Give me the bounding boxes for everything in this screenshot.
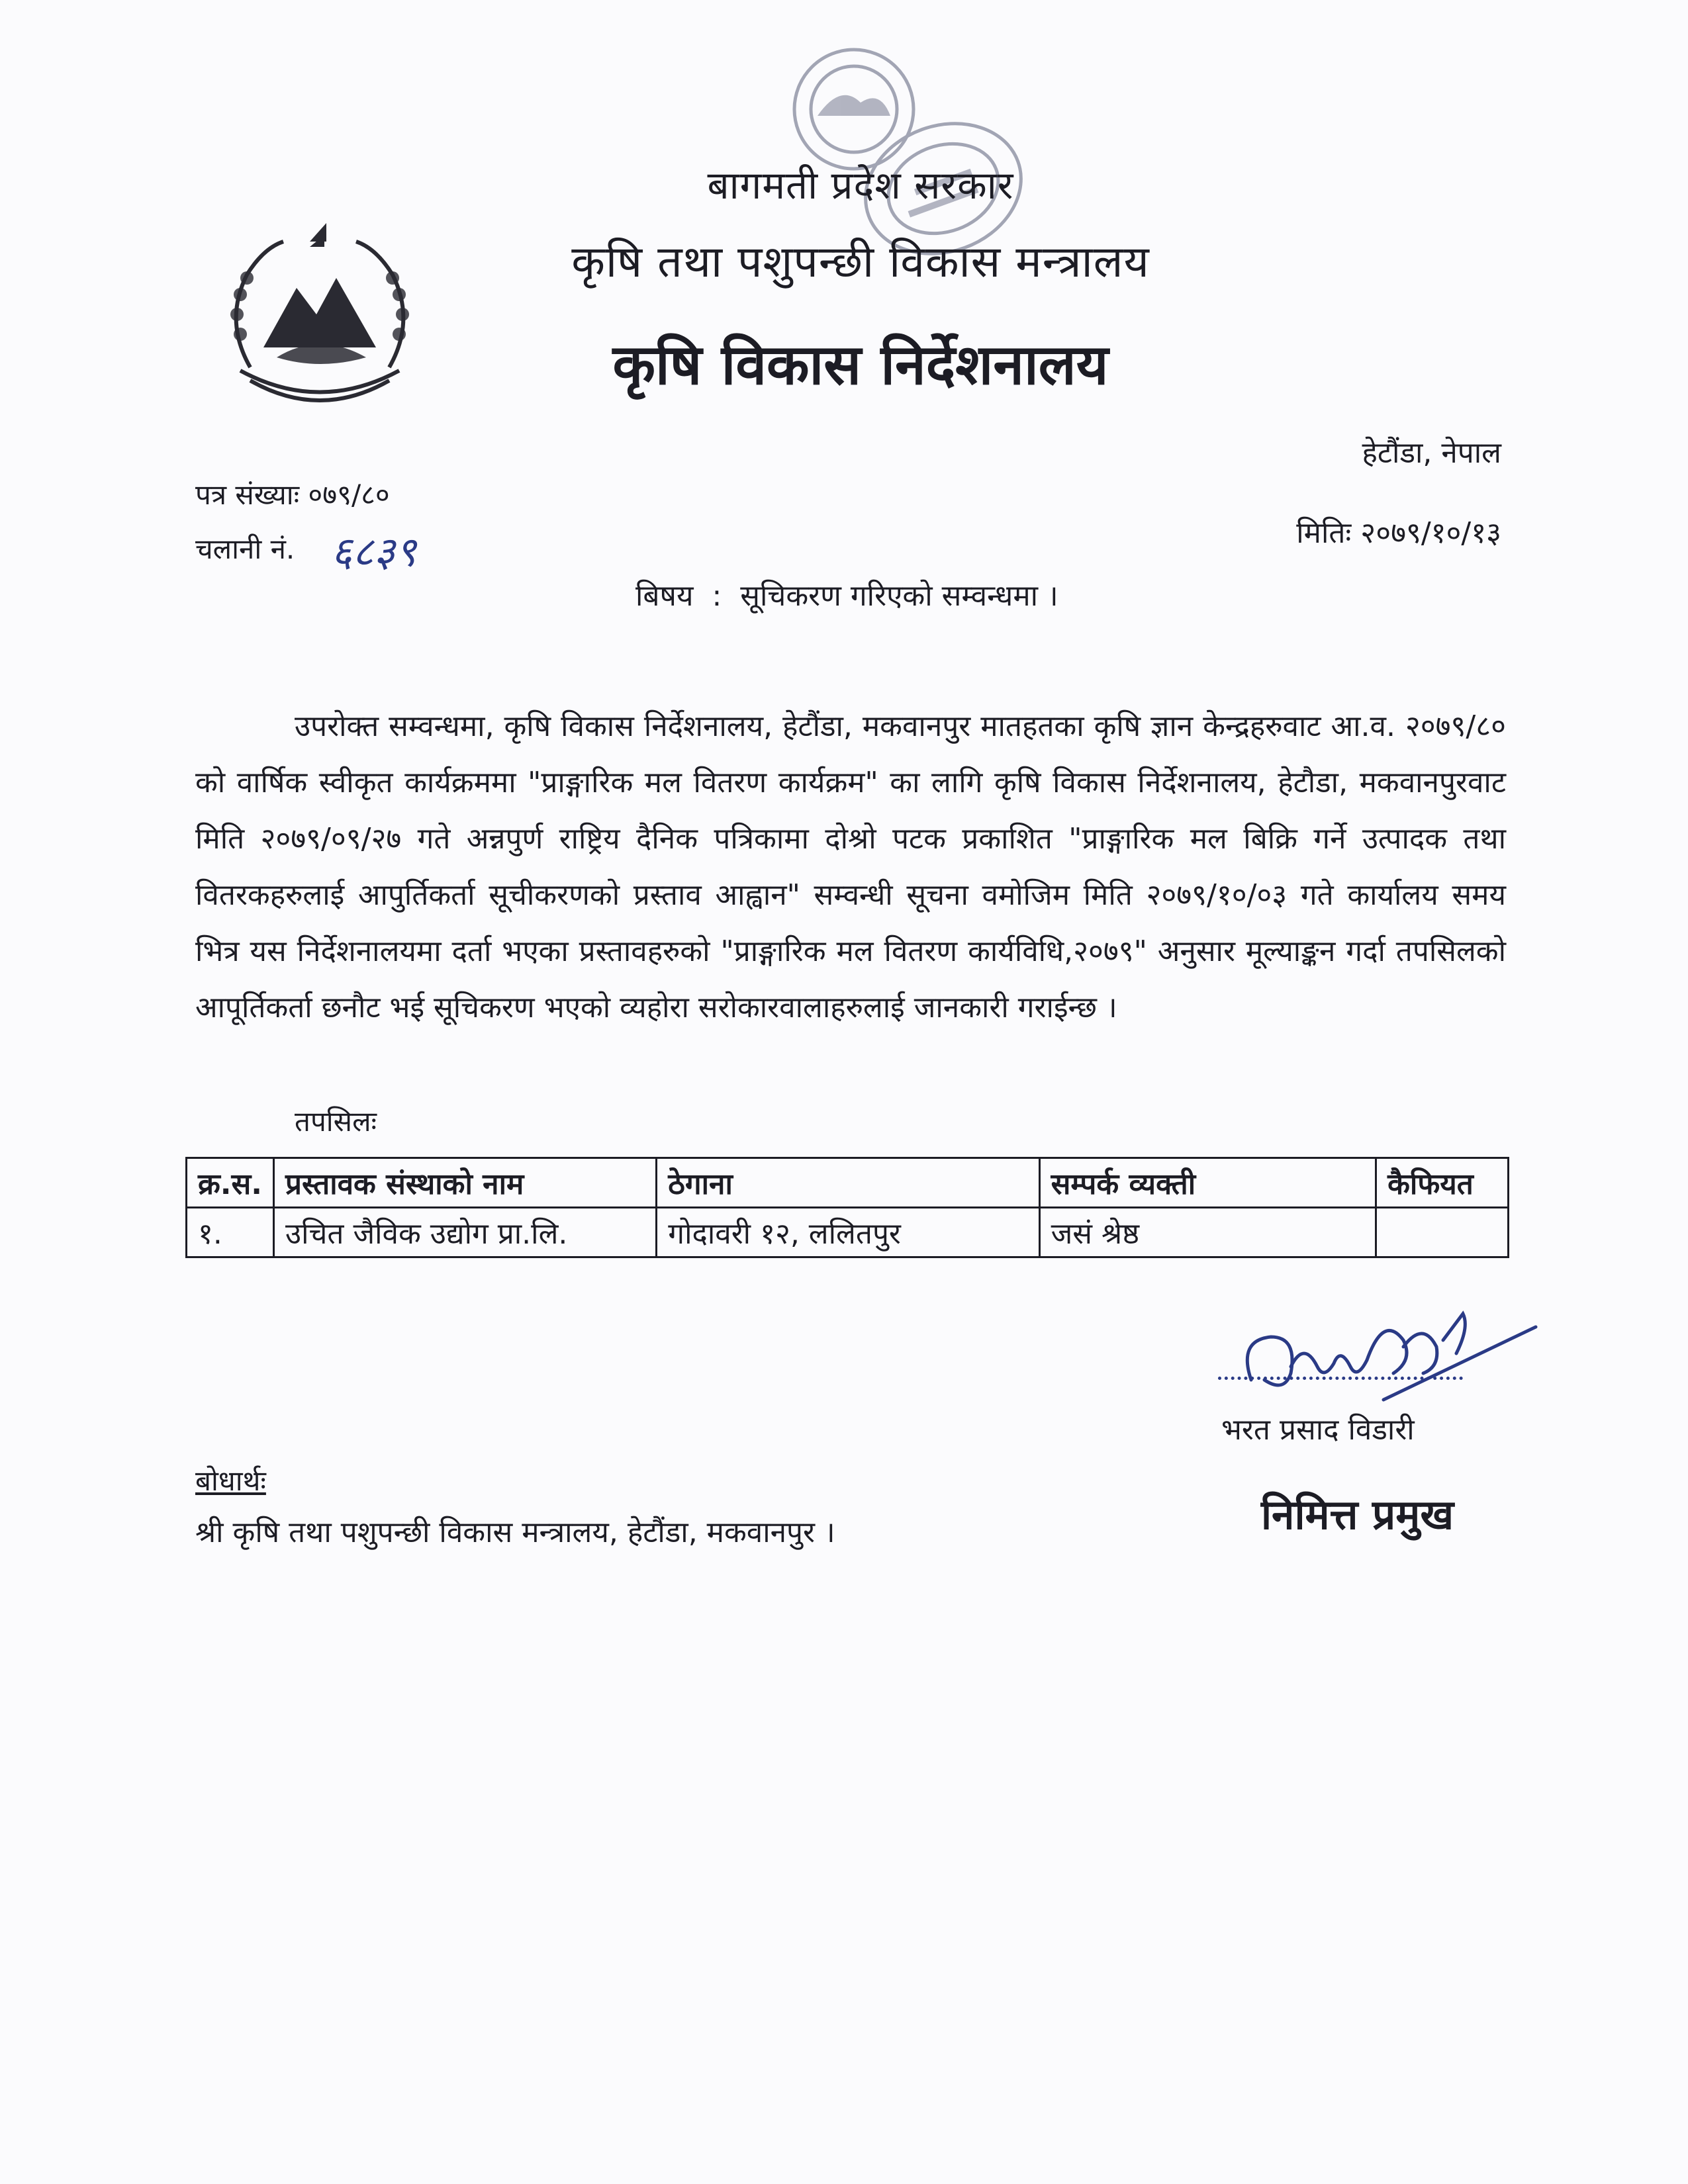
table-header-row	[187, 1158, 1509, 1208]
dispatch-number-handwritten: ६८३९	[331, 527, 416, 576]
body-paragraph: उपरोक्त सम्वन्धमा, कृषि विकास निर्देशनालय, हेटौंडा, मकवानपुर मातहतका कृषि ज्ञान केन्द्रहरुवाट आ.व. २०७९/८० को वार्षिक स्वीकृत कार्यक्रममा "प्राङ्गारिक मल वितरण कार्यक्रम" का लागि कृषि विकास निर्देशनालय, हेटौडा, मकवानपुरवाट मिति २०७९/०९/२७ गते अन्नपुर्ण राष्ट्रिय दैनिक पत्रिकामा दोश्रो पटक प्रकाशित "प्राङ्गारिक मल बिक्रि गर्ने उत्पादक तथा वितरकहरुलाई आपुर्तिकर्ता सूचीकरणको प्रस्ताव आह्वान" सम्वन्धी सूचना वमोजिम मिति २०७९/१०/०३ गते कार्यालय समय भित्र यस निर्देशनालयमा दर्ता भएका प्रस्तावहरुको "प्राङ्गारिक मल वितरण कार्यविधि,२०७९" अनुसार मूल्याङ्कन गर्दा तपसिलको आपूर्तिकर्ता छनौट भई सूचिकरण भएको व्यहोरा सरोकारवालाहरुलाई जानकारी गराईन्छ ।	[195, 709, 1506, 1024]
header-remarks: कैफियत	[1376, 1158, 1509, 1208]
header-sn: क्र.स.	[187, 1158, 274, 1208]
directorate-heading: कृषि विकास निर्देशनालय	[612, 332, 1109, 397]
supplier-table	[185, 1157, 1509, 1258]
signatory-role: निमित्त प्रमुख	[1261, 1490, 1454, 1539]
header-org-name: प्रस्तावक संस्थाको नाम	[273, 1158, 656, 1208]
nepal-emblem-logo	[211, 215, 429, 407]
cell-org-name: उचित जैविक उद्योग प्रा.लि.	[273, 1208, 656, 1257]
header-address: ठेगाना	[657, 1158, 1039, 1208]
signatory-name: भरत प्रसाद विडारी	[1221, 1413, 1415, 1447]
handwritten-signature	[1225, 1300, 1542, 1410]
header-contact: सम्पर्क व्यक्ती	[1039, 1158, 1376, 1208]
details-label: तपसिलः	[295, 1105, 377, 1138]
ministry-heading: कृषि तथा पशुपन्छी विकास मन्त्रालय	[571, 236, 1150, 287]
letter-body	[195, 698, 1506, 1036]
dispatch-label: चलानी नं.	[195, 533, 295, 565]
cc-recipient: श्री कृषि तथा पशुपन्छी विकास मन्त्रालय, हेटौंडा, मकवानपुर ।	[195, 1516, 835, 1549]
province-heading: बागमती प्रदेश सरकार	[707, 163, 1014, 208]
table-row	[187, 1208, 1509, 1257]
reference-number: पत्र संख्याः ०७९/८०	[195, 478, 390, 511]
signature-line	[1218, 1377, 1463, 1380]
cell-remarks	[1376, 1208, 1509, 1257]
office-location: हेटौंडा, नेपाल	[1362, 436, 1501, 470]
cell-contact: जसं श्रेष्ठ	[1039, 1208, 1376, 1257]
cell-sn: १.	[187, 1208, 274, 1257]
letter-date: मितिः २०७९/१०/१३	[1296, 516, 1501, 550]
cc-label: बोधार्थः	[195, 1465, 266, 1497]
letter-subject: बिषय : सूचिकरण गरिएको सम्वन्धमा ।	[635, 579, 1058, 613]
cell-address: गोदावरी १२, ललितपुर	[657, 1208, 1039, 1257]
